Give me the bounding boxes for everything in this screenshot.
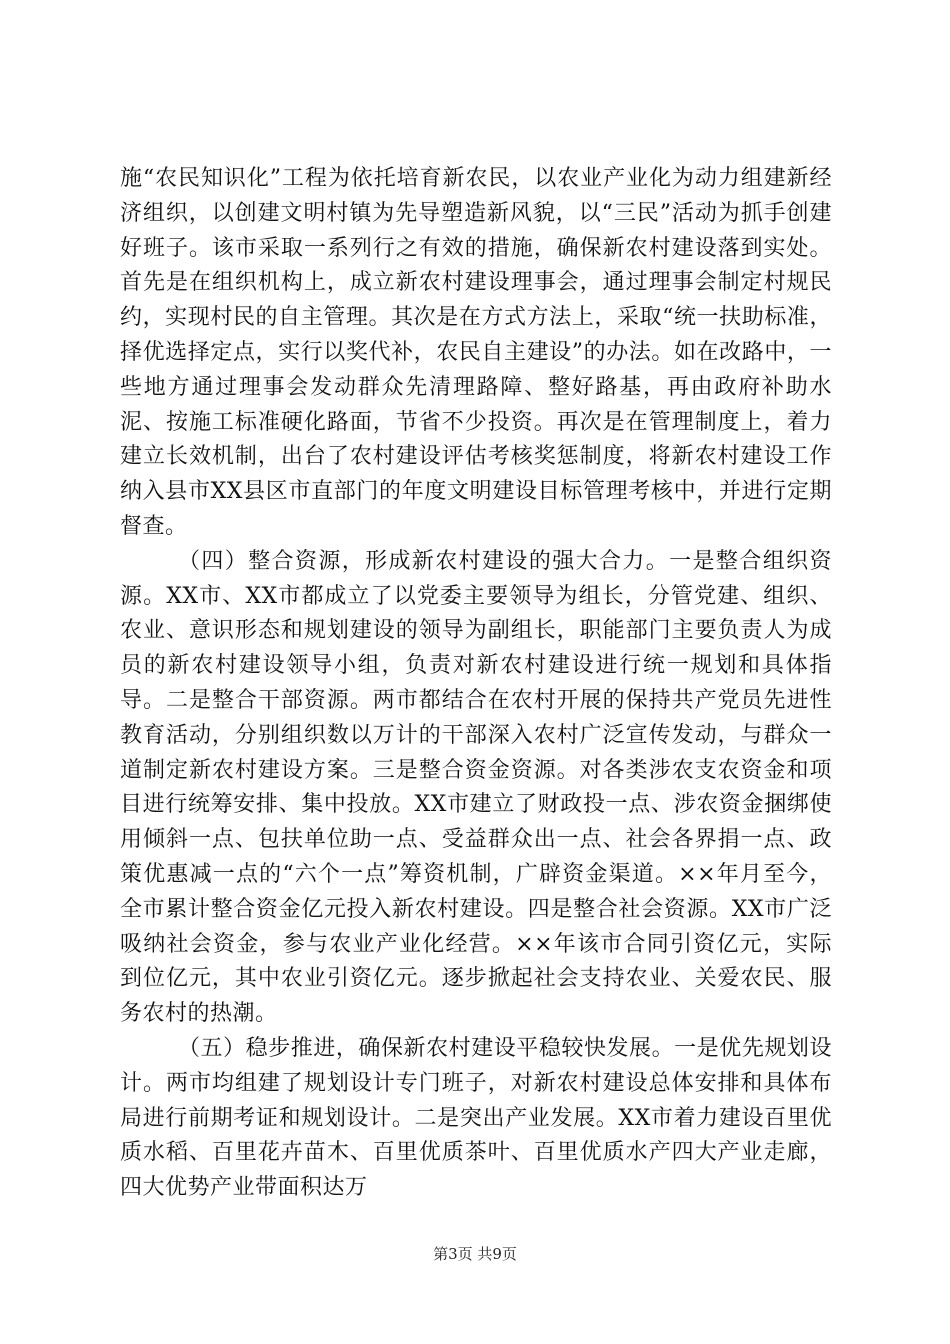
document-body	[120, 162, 832, 1206]
paragraph-section-four: （四）整合资源，形成新农村建设的强大合力。一是整合组织资源。XX市、XX市都成立了以党委主要领导为组长，分管党建、组织、农业、意识形态和规划建设的领导为副组长，职能部门主要负责人为成员的新农村建设领导小组，负责对新农村建设进行统一规划和具体指导。二是整合干部资源。两市都结合在农村开展的保持共产党员先进性教育活动，分别组织数以万计的干部深入农村广泛宣传发动，与群众一道制定新农村建设方案。三是整合资金资源。对各类涉农支农资金和项目进行统筹安排、集中投放。XX市建立了财政投一点、涉农资金捆绑使用倾斜一点、包扶单位助一点、受益群众出一点、社会各界捐一点、政策优惠减一点的“六个一点”筹资机制，广辟资金渠道。××年月至今，全市累计整合资金亿元投入新农村建设。四是整合社会资源。XX市广泛吸纳社会资金，参与农业产业化经营。××年该市合同引资亿元，实际到位亿元，其中农业引资亿元。逐步掀起社会支持农业、关爱农民、服务农村的热潮。	[120, 548, 832, 1027]
paragraph-continuation: 施“农民知识化”工程为依托培育新农民，以农业产业化为动力组建新经济组织，以创建文明村镇为先导塑造新风貌，以“三民”活动为抓手创建好班子。该市采取一系列行之有效的措施，确保新农村建设落到实处。首先是在组织机构上，成立新农村建设理事会，通过理事会制定村规民约，实现村民的自主管理。其次是在方式方法上，采取“统一扶助标准，择优选择定点，实行以奖代补，农民自主建设”的办法。如在改路中，一些地方通过理事会发动群众先清理路障、整好路基，再由政府补助水泥、按施工标准硬化路面，节省不少投资。再次是在管理制度上，着力建立长效机制，出台了农村建设评估考核奖惩制度，将新农村建设工作纳入县市XX县区市直部门的年度文明建设目标管理考核中，并进行定期督查。	[120, 166, 832, 539]
paragraph-section-five: （五）稳步推进，确保新农村建设平稳较快发展。一是优先规划设计。两市均组建了规划设计专门班子，对新农村建设总体安排和具体布局进行前期考证和规划设计。二是突出产业发展。XX市着力建设百里优质水稻、百里花卉苗木、百里优质茶叶、百里优质水产四大产业走廊，四大优势产业带面积达万	[120, 1035, 832, 1201]
page-footer: 第3页 共9页	[433, 1245, 517, 1263]
